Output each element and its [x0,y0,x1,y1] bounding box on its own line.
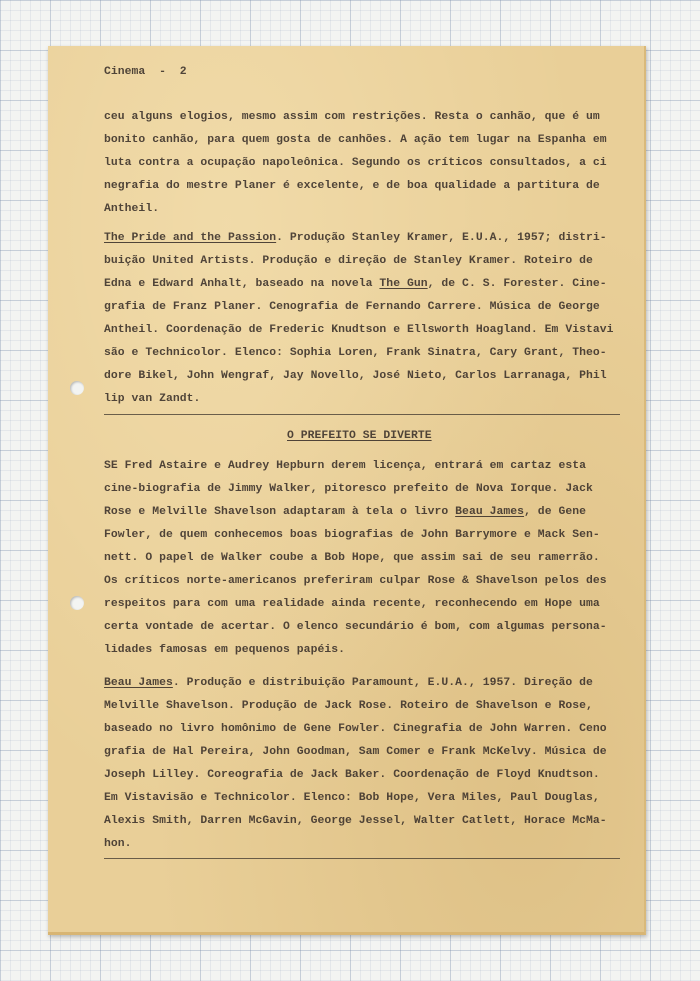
credits-line: Melville Shavelson. Produção de Jack Rose. Roteiro de Shavelson e Rose, [104,700,593,712]
credits-line: hon. [104,838,132,850]
credits-line [104,278,607,290]
section-title: O PREFEITO SE DIVERTE [287,430,432,442]
paragraph-line: SE Fred Astaire e Audrey Hepburn derem licença, entrará em cartaz esta [104,460,586,472]
credits-line: dore Bikel, John Wengraf, Jay Novello, José Nieto, Carlos Larranaga, Phil [104,370,607,382]
credits-line: baseado no livro homônimo de Gene Fowler. Cinegrafia de John Warren. Ceno [104,723,607,735]
credits-line [104,677,593,689]
credits-line: Em Vistavisão e Technicolor. Elenco: Bob Hope, Vera Miles, Paul Douglas, [104,792,600,804]
paragraph-line: bonito canhão, para quem gosta de canhões. A ação tem lugar na Espanha em [104,134,607,146]
paragraph-line: Os críticos norte-americanos preferiram culpar Rose & Shavelson pelos des [104,575,607,587]
credits-line: Joseph Lilley. Coreografia de Jack Baker. Coordenação de Floyd Knudtson. [104,769,600,781]
paragraph-line: Fowler, de quem conhecemos boas biografias de John Barrymore e Mack Sen- [104,529,600,541]
book-title: The Gun [379,278,428,290]
section-divider [104,414,620,415]
credits-line: grafia de Franz Planer. Cenografia de Fernando Carrere. Música de George [104,301,600,313]
credits-line: grafia de Hal Pereira, John Goodman, Sam Comer e Frank McKelvy. Música de [104,746,607,758]
book-title: Beau James [455,506,525,518]
film-title: Beau James [104,677,173,689]
paragraph-line: lidades famosas em pequenos papéis. [104,644,345,656]
credits-text: , de C. S. Forester. Cine- [427,278,607,290]
credits-line [104,232,607,244]
paragraph-line: negrafia do mestre Planer é excelente, e de boa qualidade a partitura de [104,180,600,192]
punch-hole [70,381,84,395]
paragraph-line: nett. O papel de Walker coube a Bob Hope, que assim sai de seu ramerrão. [104,552,600,564]
film-title: The Pride and the Passion [104,232,277,244]
paragraph-line: ceu alguns elogios, mesmo assim com restrições. Resta o canhão, que é um [104,111,600,123]
credits-line: Antheil. Coordenação de Frederic Knudtson e Ellsworth Hoagland. Em Vistavi [104,324,614,336]
page-header: Cinema - 2 [104,66,187,78]
paragraph-line: certa vontade de acertar. O elenco secundário é bom, com algumas persona- [104,621,607,633]
paragraph-text: Rose e Melville Shavelson adaptaram à tela o livro [104,506,456,518]
credits-line: são e Technicolor. Elenco: Sophia Loren, Frank Sinatra, Cary Grant, Theo- [104,347,607,359]
section-divider [104,858,620,859]
punch-hole [70,596,84,610]
paragraph-line: respeitos para com uma realidade ainda recente, reconhecendo em Hope uma [104,598,600,610]
paragraph-line: cine-biografia de Jimmy Walker, pitoresco prefeito de Nova Iorque. Jack [104,483,593,495]
credits-line: buição United Artists. Produção e direção de Stanley Kramer. Roteiro de [104,255,593,267]
credits-line: lip van Zandt. [104,393,201,405]
paragraph-line [104,506,586,518]
paragraph-line: Antheil. [104,203,160,215]
paragraph-line: luta contra a ocupação napoleônica. Segundo os críticos consultados, a ci [104,157,607,169]
paragraph-text: , de Gene [524,506,587,518]
credits-text: Edna e Edward Anhalt, baseado na novela [104,278,380,290]
credits-text: . Produção e distribuição Paramount, E.U.A., 1957. Direção de [172,677,593,689]
credits-line: Alexis Smith, Darren McGavin, George Jessel, Walter Catlett, Horace McMa- [104,815,607,827]
credits-text: . Produção Stanley Kramer, E.U.A., 1957; distri- [276,232,607,244]
